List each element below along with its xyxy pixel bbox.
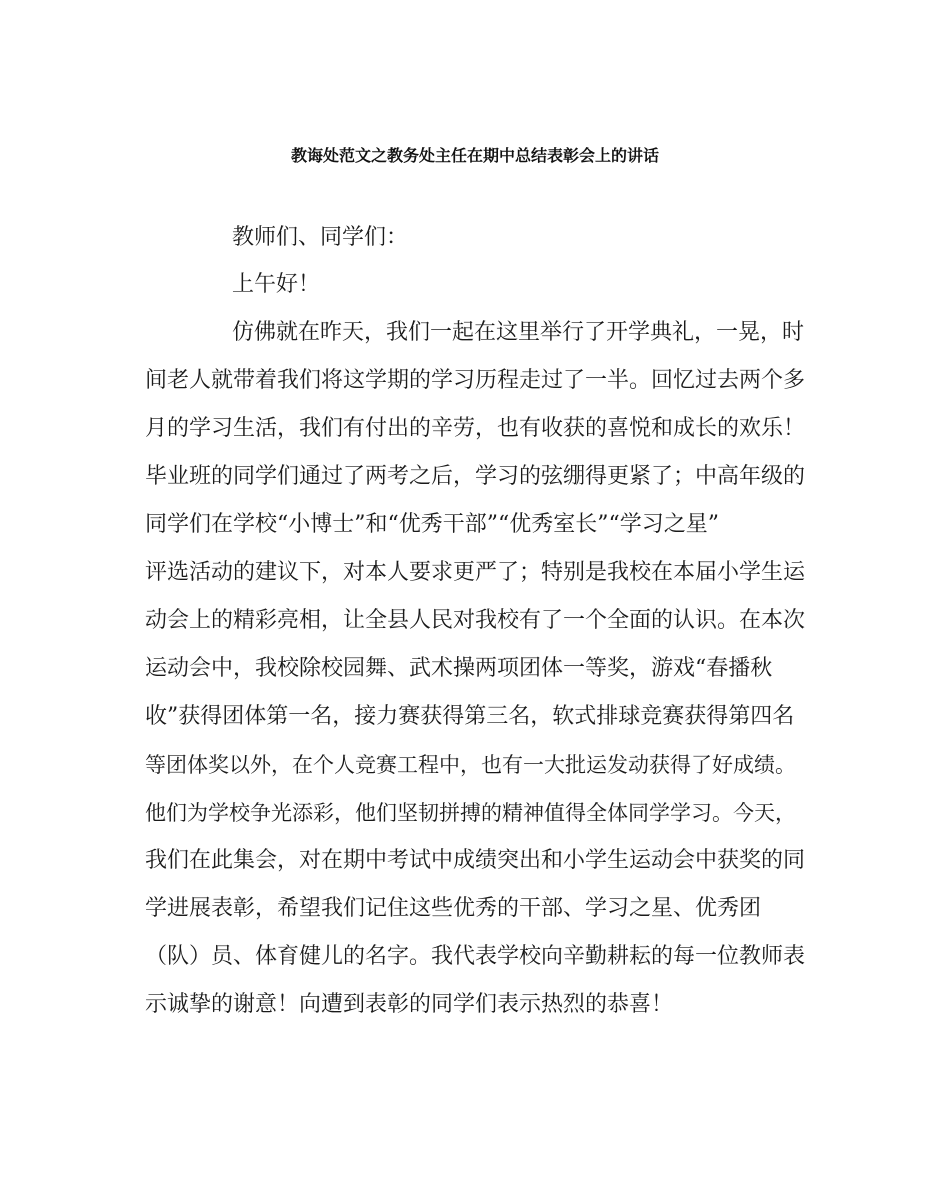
text-line: 等团体奖以外，在个人竞赛工程中，也有一大批运发动获得了好成绩。	[145, 753, 796, 777]
document-title: 教诲处范文之教务处主任在期中总结表彰会上的讲话	[290, 146, 659, 165]
text-line: 收”获得团体第一名，接力赛获得第三名，软式排球竞赛获得第四名	[145, 704, 795, 729]
text-line: 间老人就带着我们将这学期的学习历程走过了一半。回忆过去两个多	[145, 368, 806, 393]
text-line: 仿佛就在昨天，我们一起在这里举行了开学典礼，一晃，时	[232, 320, 805, 345]
text-line: 学进展表彰，希望我们记住这些优秀的干部、学习之星、优秀团	[145, 896, 762, 921]
text-line: 月的学习生活，我们有付出的辛劳，也有收获的喜悦和成长的欢乐！	[145, 416, 806, 441]
text-line-greeting-2: 上午好！	[232, 272, 321, 297]
text-line: 动会上的精彩亮相，让全县人民对我校有了一个全面的认识。在本次	[145, 608, 806, 633]
text-line: 他们为学校争光添彩，他们坚韧拼搏的精神值得全体同学学习。今天，	[145, 801, 796, 825]
text-line: 示诚挚的谢意！向遭到表彰的同学们表示热烈的恭喜！	[145, 992, 674, 1017]
text-line: 同学们在学校“小博士”和“优秀干部”“优秀室长”“学习之星”	[145, 512, 719, 537]
text-line: 运动会中，我校除校园舞、武术操两项团体一等奖，游戏“春播秋	[145, 656, 773, 681]
text-line: 评选活动的建议下，对本人要求更严了；特别是我校在本届小学生运	[145, 560, 806, 585]
text-line-greeting-1: 教师们、同学们：	[232, 225, 409, 250]
text-line: 我们在此集会，对在期中考试中成绩突出和小学生运动会中获奖的同	[145, 848, 806, 873]
text-line: （队）员、体育健儿的名字。我代表学校向辛勤耕耘的每一位教师表	[145, 944, 806, 969]
text-line: 毕业班的同学们通过了两考之后，学习的弦绷得更紧了；中高年级的	[145, 464, 806, 489]
